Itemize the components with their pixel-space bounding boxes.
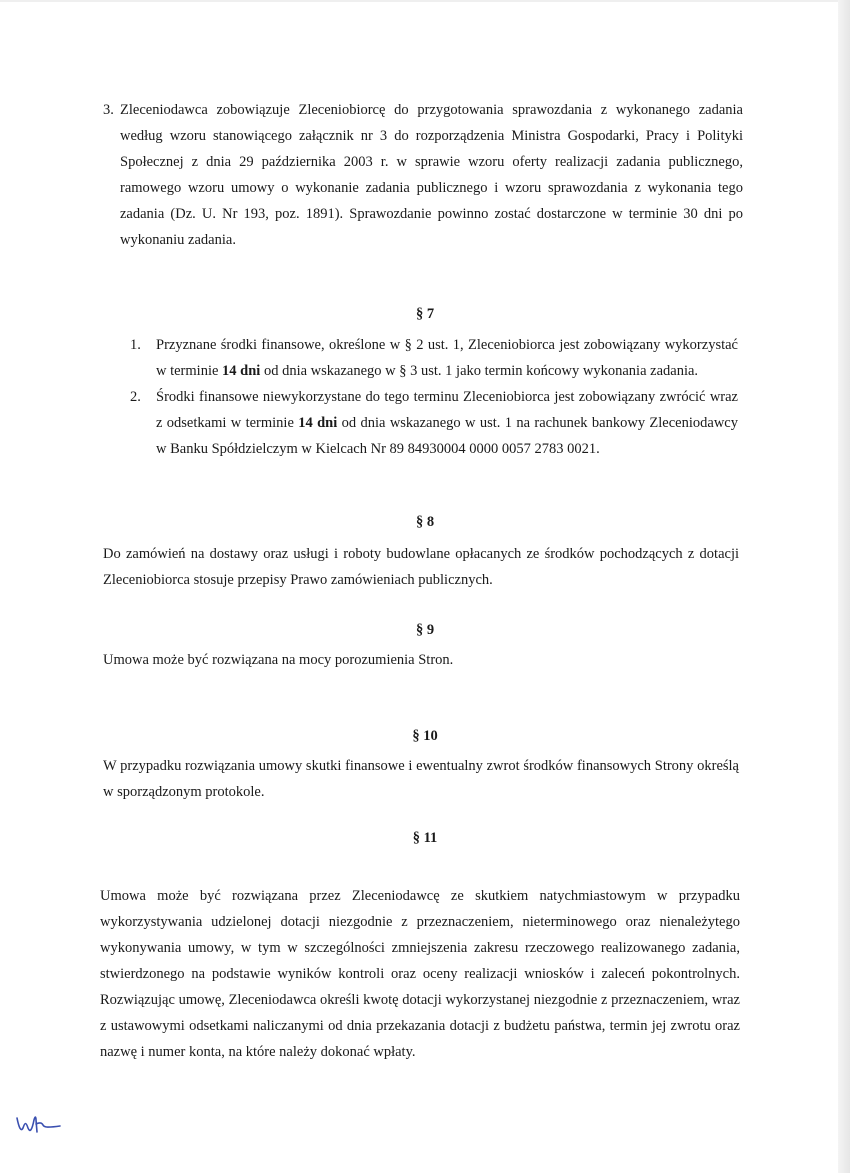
item-text-after: od dnia wskazanego w ust. 1 na rachunek bankowy Zleceniodawcy w Banku Spółdzielczym w Kielcach Nr 89 84930004 0000 0057 2783 0021. [156, 415, 738, 457]
section-8-heading: § 8 [415, 514, 435, 530]
page-edge-shadow [838, 0, 850, 1173]
section-9-heading: § 9 [415, 622, 435, 638]
section-8-text: Do zamówień na dostawy oraz usługi i roboty budowlane opłacanych ze środków pochodzących z dotacji Zleceniobiorca stosuje przepisy Prawo zamówieniach publicznych. [103, 546, 739, 588]
scan-edge [0, 0, 850, 2]
point-3-number: 3. [103, 102, 114, 118]
section-11-heading: § 11 [412, 830, 438, 846]
section-11-text: Umowa może być rozwiązana przez Zleceniodawcę ze skutkiem natychmiastowym w przypadku wykorzystywania udzielonej dotacji niezgodnie z przeznaczeniem, nieterminowego oraz nienależytego wykonywania umowy, w tym w szczególności zmniejszenia zakresu rzeczowego realizowanego zadania, stwierdzonego na podstawie wyników kontroli oraz oceny realizacji wniosków i zaleceń pokontrolnych. Rozwiązując umowę, Zleceniodawca określi kwotę dotacji wykorzystanej niezgodnie z przeznaczeniem, wraz z ustawowymi odsetkami naliczanymi od dnia przekazania dotacji z budżetu państwa, termin jej zwrotu oraz nazwę i numer konta, na które należy dokonać wpłaty. [100, 888, 740, 1060]
section-10-text: W przypadku rozwiązania umowy skutki finansowe i ewentualny zwrot środków finansowych Strony określą w sporządzonym protokole. [103, 758, 739, 800]
section-10-heading: § 10 [412, 728, 438, 744]
item-text-after: od dnia wskazanego w § 3 ust. 1 jako termin końcowy wykonania zadania. [260, 363, 699, 379]
section-7-list [130, 332, 738, 462]
section-7-heading: § 7 [415, 306, 435, 322]
item-number: 2. [130, 389, 141, 405]
item-text-before: Przyznane środki finansowe, określone w § 2 ust. 1, Zleceniobiorca jest zobowiązany wykorzystać w terminie [156, 337, 738, 379]
section-9-text: Umowa może być rozwiązana na mocy porozumienia Stron. [103, 652, 454, 668]
point-3 [103, 97, 743, 253]
point-3-text: Zleceniodawca zobowiązuje Zleceniobiorcę do przygotowania sprawozdania z wykonanego zadania według wzoru stanowiącego załącznik nr 3 do rozporządzenia Ministra Gospodarki, Pracy i Polityki Społecznej z dnia 29 października 2003 r. w sprawie wzoru oferty realizacji zadania publicznego, ramowego wzoru umowy o wykonanie zadania publicznego i wzoru sprawozdania z wykonania tego zadania (Dz. U. Nr 193, poz. 1891). Sprawozdanie powinno zostać dostarczone w terminie 30 dni po wykonaniu zadania. [120, 102, 743, 248]
item-bold-term: 14 dni [222, 363, 261, 379]
item-text-before: Środki finansowe niewykorzystane do tego terminu Zleceniobiorca jest zobowiązany zwrócić wraz z odsetkami w terminie [156, 389, 738, 431]
item-bold-term: 14 dni [298, 415, 338, 431]
handwritten-initials-signature [14, 1110, 66, 1140]
item-number: 1. [130, 337, 141, 353]
section-7-item-1 [130, 332, 738, 384]
section-7-item-2 [130, 384, 738, 462]
